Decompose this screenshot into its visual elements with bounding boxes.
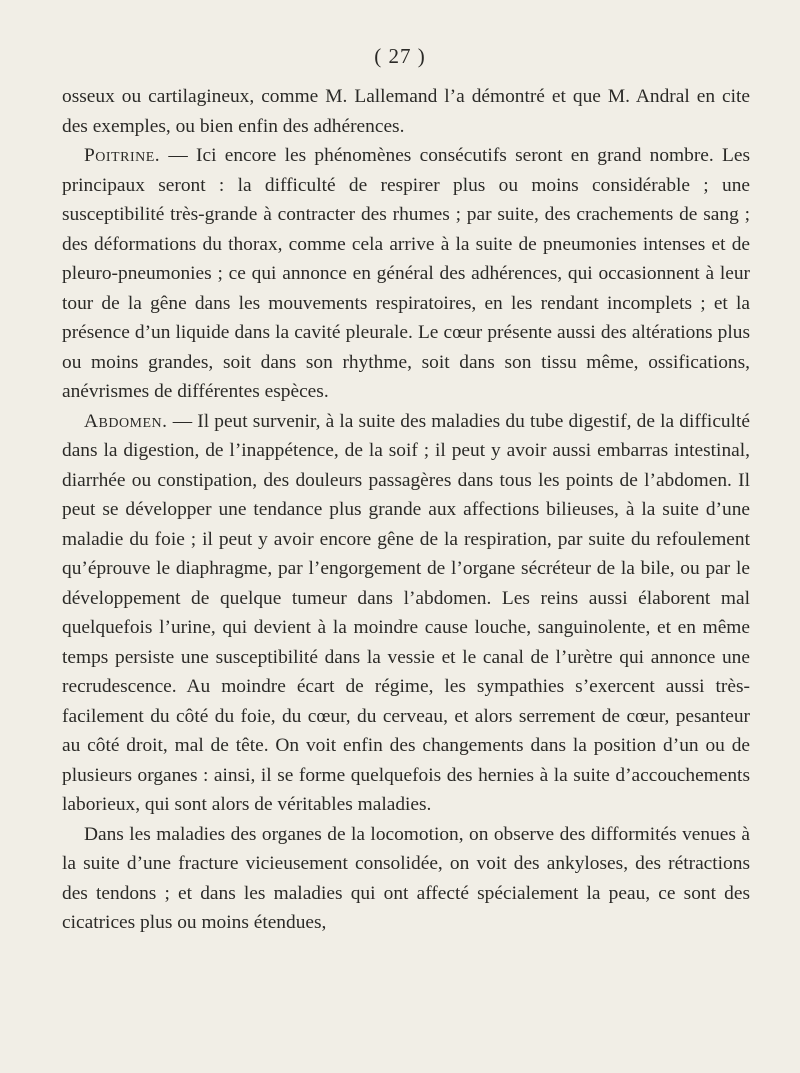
- page-number: ( 27 ): [374, 44, 426, 68]
- paragraph-continuation: [62, 82, 750, 141]
- paragraph-abdomen: [62, 407, 750, 820]
- paragraph-text: Dans les maladies des organes de la locomotion, on observe des difformités venues à la suite d’une fracture vicieusement consolidée, on voit des ankyloses, des rétractions des tendons ; et dans les maladies qui ont affecté spécialement la peau, ce sont des cicatrices plus ou moins étendues,: [62, 823, 750, 933]
- body-text: [62, 82, 750, 938]
- paragraph-text: osseux ou cartilagineux, comme M. Lallemand l’a démontré et que M. Andral en cite des exemples, ou bien enfin des adhérences.: [62, 86, 750, 137]
- paragraph-poitrine: [62, 141, 750, 407]
- section-heading-poitrine: Poitrine.: [84, 145, 161, 166]
- paragraph-text: — Il peut survenir, à la suite des maladies du tube digestif, de la difficulté dans la digestion, de l’inappétence, de la soif ; il peut y avoir aussi embarras intestinal, diarrhée ou constipation, des douleurs passagères dans tous les points de l’abdomen. Il peut se développer une tendance plus grande aux affections bilieuses, à la suite d’une maladie du foie ; il peut y avoir encore gêne de la respiration, par suite du refoulement qu’éprouve le diaphragme, par l’engorgement de l’organe sécréteur de la bile, ou par le développement de quelque tumeur dans l’abdomen. Les reins aussi élaborent mal quelquefois l’urine, qui devient à la moindre cause louche, sanguinolente, et en même temps persiste une susceptibilité dans la vessie et le canal de l’urètre qui annonce une recrudescence. Au moindre écart de régime, les sympathies s’exercent aussi très-facilement du côté du foie, du cœur, du cerveau, et alors serrement de cœur, pesanteur au côté droit, mal de tête. On voit enfin des changements dans la position d’un ou de plusieurs organes : ainsi, il se forme quelquefois des hernies à la suite d’accouchements laborieux, qui sont alors de véritables maladies.: [62, 410, 750, 815]
- paragraph-locomotion: [62, 820, 750, 938]
- section-heading-abdomen: Abdomen.: [84, 410, 168, 432]
- paragraph-text: — Ici encore les phénomènes consécutifs seront en grand nombre. Les principaux seront : la difficulté de respirer plus ou moins considérable ; une susceptibilité très-grande à contracter des rhumes ; par suite, des crachements de sang ; des déformations du thorax, comme cela arrive à la suite de pneumonies intenses et de pleuro-pneumonies ; ce qui annonce en général des adhérences, qui occasionnent à leur tour de la gêne dans les mouvements respiratoires, en les rendant incomplets ; et la présence d’un liquide dans la cavité pleurale. Le cœur présente aussi des altérations plus ou moins grandes, soit dans son rhythme, soit dans son tissu même, ossifications, anévrismes de différentes espèces.: [62, 145, 750, 402]
